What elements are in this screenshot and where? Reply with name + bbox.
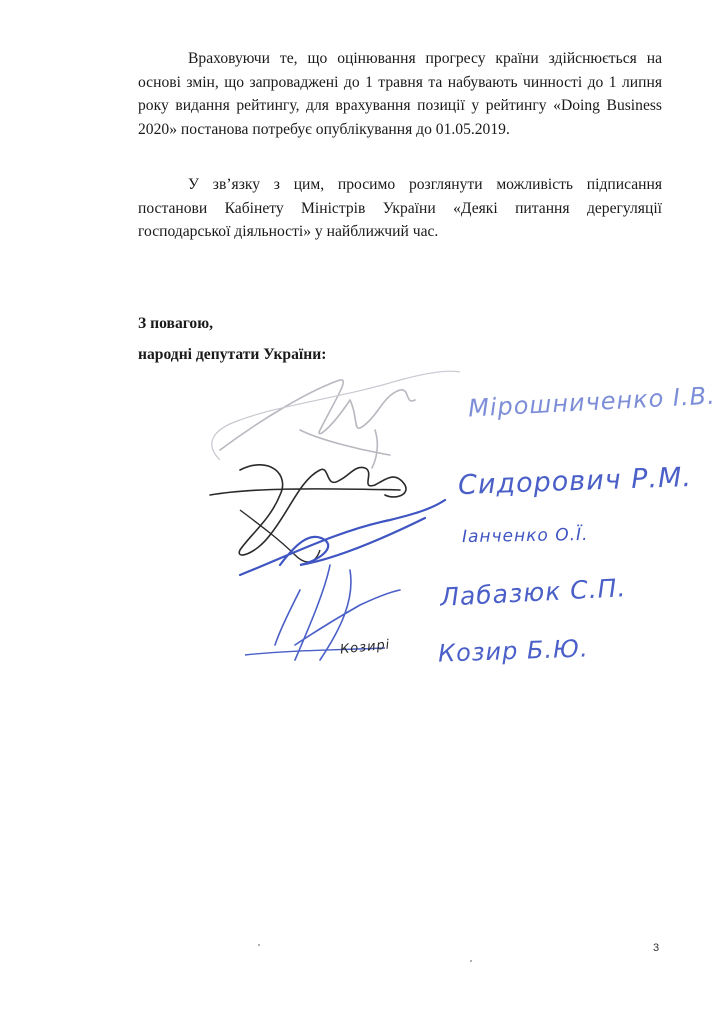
signatory-name-1: Мірошниченко І.В.: [467, 381, 717, 423]
body-paragraph-1: [138, 47, 662, 141]
signatory-name-5: Козир Б.Ю.: [437, 634, 590, 668]
closing-salutation: З повагою,: [138, 315, 214, 332]
signature-1-loop: [212, 371, 460, 460]
signature-small-note: Козирі: [339, 637, 392, 658]
signatures-graphic: [200, 360, 460, 700]
body-paragraph-2: [138, 173, 662, 244]
paragraph-1-text: Враховуючи те, що оцінювання прогресу країни здійснюється на основі змін, що запроваджені до 1 травня та набувають чинності до 1 липня року видання рейтингу, для врахування позиції у рейтингу «Doing Business 2020» постанова потребує опублікування до 01.05.2019.: [138, 50, 662, 138]
signature-2-stroke: [210, 465, 406, 555]
signatory-name-4: Лабазюк С.П.: [439, 573, 628, 612]
signatory-name-2: Сидорович Р.М.: [457, 461, 693, 502]
signature-1-stroke: [220, 380, 415, 468]
scan-speck: [258, 944, 260, 946]
paragraph-2-text: У зв’язку з цим, просимо розглянути можливість підписання постанови Кабінету Міністрів України «Деякі питання дерегуляції господарської діяльності» у найближчий час.: [138, 176, 662, 240]
signatory-name-3: Іанченко О.Ї.: [461, 524, 589, 548]
page-number: 3: [653, 942, 660, 954]
scan-speck: [470, 960, 472, 962]
signatories-heading: народні депутати України:: [138, 346, 327, 363]
